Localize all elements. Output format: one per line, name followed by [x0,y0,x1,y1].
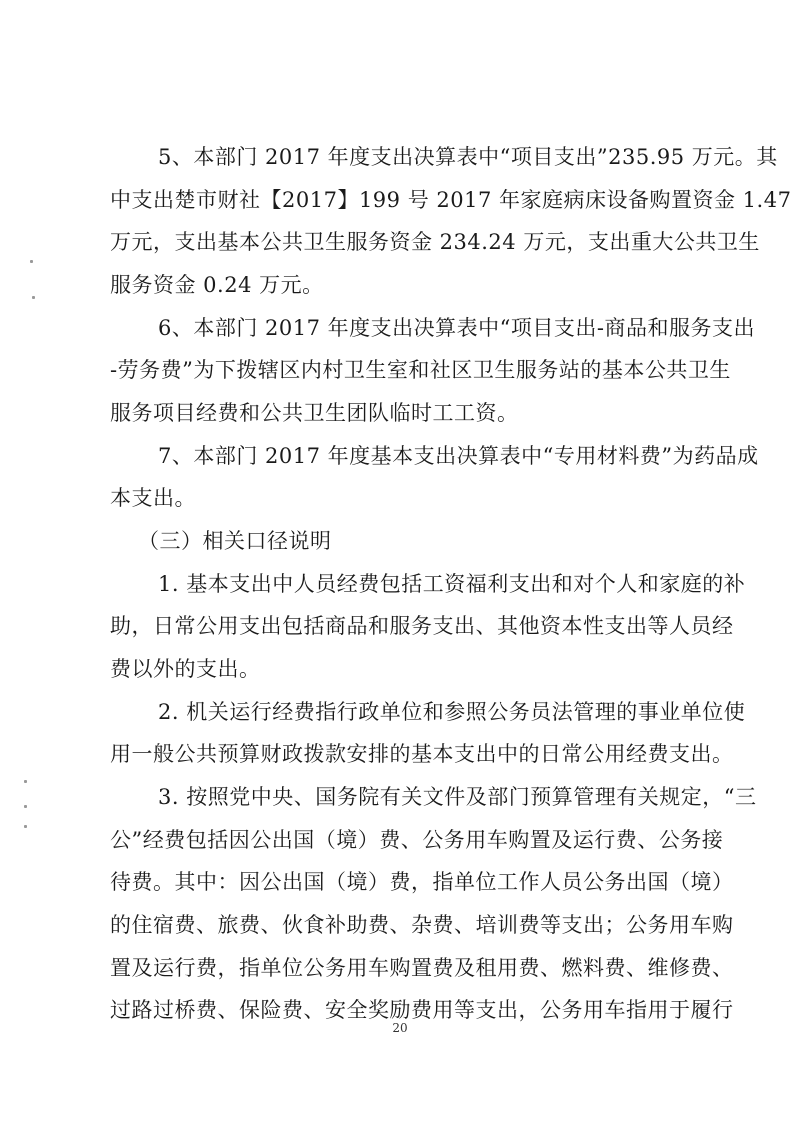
paragraph-6-line-2: -劳务费”为下拨辖区内村卫生室和社区卫生服务站的基本公共卫生 [110,358,731,382]
paragraph-5-line-1: 5、本部门 2017 年度支出决算表中“项目支出”235.95 万元。其 [158,145,778,169]
paragraph-5-line-2: 中支出楚市财社【2017】199 号 2017 年家庭病床设备购置资金 1.47 [110,188,792,212]
scan-artifact [30,260,33,263]
paragraph-7-line-1: 7、本部门 2017 年度基本支出决算表中“专用材料费”为药品成 [158,444,759,468]
paragraph-6-line-3: 服务项目经费和公共卫生团队临时工工资。 [110,401,519,425]
scan-artifact [32,296,35,299]
scan-artifact [24,805,27,808]
item-3-line-5: 置及运行费，指单位公务用车购置费及租用费、燃料费、维修费、 [110,956,734,980]
item-1-line-1: 1. 基本支出中人员经费包括工资福利支出和对个人和家庭的补 [158,572,746,596]
item-1-line-2: 助，日常公用支出包括商品和服务支出、其他资本性支出等人员经 [110,614,734,638]
paragraph-5-line-3: 万元，支出基本公共卫生服务资金 234.24 万元，支出重大公共卫生 [110,230,760,254]
page-number: 20 [392,1021,408,1035]
section-heading: （三）相关口径说明 [138,529,332,553]
paragraph-7-line-2: 本支出。 [110,486,196,510]
scan-artifact [24,780,27,783]
item-3-line-1: 3. 按照党中央、国务院有关文件及部门预算管理有关规定，“三 [158,785,757,809]
item-2-line-1: 2. 机关运行经费指行政单位和参照公务员法管理的事业单位使 [158,700,746,724]
item-3-line-2: 公”经费包括因公出国（境）费、公务用车购置及运行费、公务接 [110,828,724,852]
item-3-line-6: 过路过桥费、保险费、安全奖励费用等支出，公务用车指用于履行 [110,998,734,1022]
scan-artifact [24,825,27,828]
paragraph-5-line-4: 服务资金 0.24 万元。 [110,273,324,297]
item-2-line-2: 用一般公共预算财政拨款安排的基本支出中的日常公用经费支出。 [110,742,734,766]
item-3-line-3: 待费。其中：因公出国（境）费，指单位工作人员公务出国（境） [110,870,734,894]
paragraph-6-line-1: 6、本部门 2017 年度支出决算表中“项目支出-商品和服务支出 [158,316,755,340]
item-1-line-3: 费以外的支出。 [110,657,261,681]
item-3-line-4: 的住宿费、旅费、伙食补助费、杂费、培训费等支出；公务用车购 [110,913,734,937]
